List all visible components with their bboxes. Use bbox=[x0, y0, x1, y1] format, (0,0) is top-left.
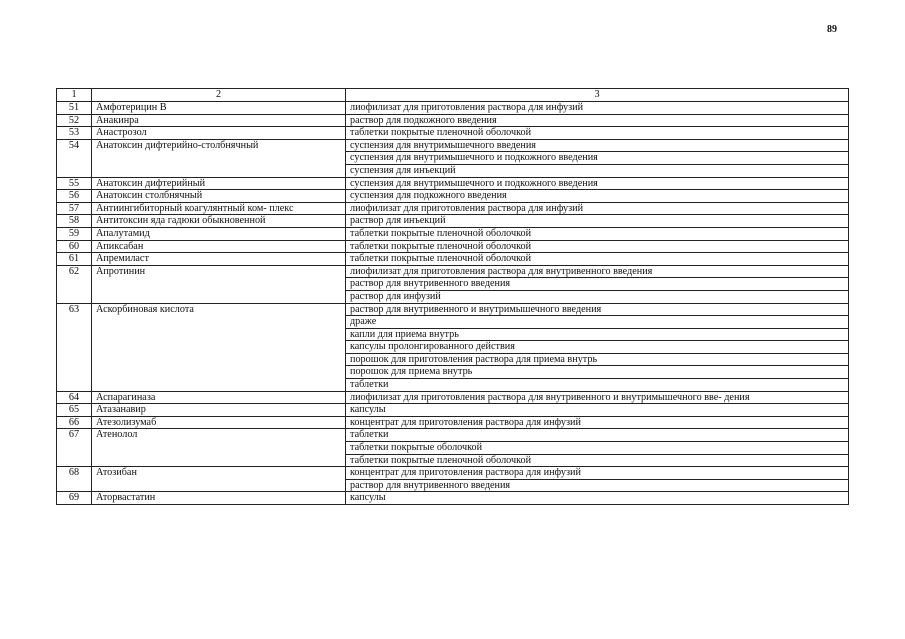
dosage-form: порошок для приема внутрь bbox=[346, 366, 849, 379]
table-row bbox=[57, 114, 849, 127]
table-row bbox=[57, 391, 849, 404]
drug-name: Атазанавир bbox=[92, 404, 346, 417]
table-row bbox=[57, 429, 849, 442]
drug-name: Апротинин bbox=[92, 265, 346, 303]
row-number: 58 bbox=[57, 215, 92, 228]
dosage-form: таблетки покрытые пленочной оболочкой bbox=[346, 454, 849, 467]
table-header-row bbox=[57, 89, 849, 102]
row-number: 62 bbox=[57, 265, 92, 303]
table-body bbox=[57, 102, 849, 505]
row-number: 55 bbox=[57, 177, 92, 190]
row-number: 65 bbox=[57, 404, 92, 417]
drug-name: Апалутамид bbox=[92, 227, 346, 240]
row-number: 67 bbox=[57, 429, 92, 467]
drug-name: Антиингибиторный коагулянтный ком- плекс bbox=[92, 202, 346, 215]
drug-name: Апиксабан bbox=[92, 240, 346, 253]
row-number: 64 bbox=[57, 391, 92, 404]
drug-name: Анатоксин дифтерийно-столбнячный bbox=[92, 139, 346, 177]
dosage-form: лиофилизат для приготовления раствора для внутривенного введения bbox=[346, 265, 849, 278]
drug-name: Анатоксин столбнячный bbox=[92, 190, 346, 203]
dosage-form: капли для приема внутрь bbox=[346, 328, 849, 341]
dosage-form: раствор для инъекций bbox=[346, 215, 849, 228]
dosage-form: таблетки покрытые пленочной оболочкой bbox=[346, 253, 849, 266]
table-row bbox=[57, 177, 849, 190]
dosage-form: капсулы пролонгированного действия bbox=[346, 341, 849, 354]
row-number: 60 bbox=[57, 240, 92, 253]
dosage-form: концентрат для приготовления раствора для инфузий bbox=[346, 467, 849, 480]
dosage-form: концентрат для приготовления раствора для инфузий bbox=[346, 416, 849, 429]
table-row bbox=[57, 215, 849, 228]
drug-name: Анатоксин дифтерийный bbox=[92, 177, 346, 190]
row-number: 56 bbox=[57, 190, 92, 203]
row-number: 54 bbox=[57, 139, 92, 177]
row-number: 63 bbox=[57, 303, 92, 391]
drug-name: Атозибан bbox=[92, 467, 346, 492]
table-row bbox=[57, 303, 849, 316]
table-row bbox=[57, 265, 849, 278]
dosage-form: лиофилизат для приготовления раствора для инфузий bbox=[346, 102, 849, 115]
row-number: 68 bbox=[57, 467, 92, 492]
dosage-form: раствор для внутривенного введения bbox=[346, 278, 849, 291]
dosage-form: суспензия для внутримышечного и подкожного введения bbox=[346, 177, 849, 190]
dosage-form: таблетки покрытые пленочной оболочкой bbox=[346, 227, 849, 240]
page-number: 89 bbox=[827, 24, 837, 35]
table-row bbox=[57, 202, 849, 215]
column-header-3: 3 bbox=[346, 89, 849, 102]
drug-name: Аспарагиназа bbox=[92, 391, 346, 404]
dosage-form: раствор для инфузий bbox=[346, 290, 849, 303]
dosage-form: таблетки покрытые пленочной оболочкой bbox=[346, 127, 849, 140]
dosage-form: таблетки bbox=[346, 379, 849, 392]
dosage-form: суспензия для внутримышечного и подкожного введения bbox=[346, 152, 849, 165]
dosage-form: порошок для приготовления раствора для приема внутрь bbox=[346, 353, 849, 366]
dosage-form: таблетки покрытые пленочной оболочкой bbox=[346, 240, 849, 253]
table-row bbox=[57, 416, 849, 429]
dosage-form: лиофилизат для приготовления раствора для инфузий bbox=[346, 202, 849, 215]
table-row bbox=[57, 139, 849, 152]
drug-name: Аторвастатин bbox=[92, 492, 346, 505]
dosage-form: раствор для внутривенного и внутримышечного введения bbox=[346, 303, 849, 316]
table-row bbox=[57, 253, 849, 266]
table-row bbox=[57, 190, 849, 203]
table-row bbox=[57, 102, 849, 115]
row-number: 51 bbox=[57, 102, 92, 115]
dosage-form: раствор для подкожного введения bbox=[346, 114, 849, 127]
table-row bbox=[57, 467, 849, 480]
dosage-form: суспензия для внутримышечного введения bbox=[346, 139, 849, 152]
drug-name: Антитоксин яда гадюки обыкновенной bbox=[92, 215, 346, 228]
row-number: 59 bbox=[57, 227, 92, 240]
column-header-2: 2 bbox=[92, 89, 346, 102]
row-number: 52 bbox=[57, 114, 92, 127]
row-number: 61 bbox=[57, 253, 92, 266]
table-row bbox=[57, 492, 849, 505]
table-row bbox=[57, 240, 849, 253]
dosage-form: таблетки bbox=[346, 429, 849, 442]
row-number: 69 bbox=[57, 492, 92, 505]
drug-name: Атезолизумаб bbox=[92, 416, 346, 429]
dosage-form: капсулы bbox=[346, 492, 849, 505]
dosage-form: суспензия для подкожного введения bbox=[346, 190, 849, 203]
drug-name: Анакинра bbox=[92, 114, 346, 127]
table-row bbox=[57, 227, 849, 240]
row-number: 66 bbox=[57, 416, 92, 429]
drug-name: Анастрозол bbox=[92, 127, 346, 140]
drug-name: Атенолол bbox=[92, 429, 346, 467]
dosage-form: раствор для внутривенного введения bbox=[346, 479, 849, 492]
drug-name: Апремиласт bbox=[92, 253, 346, 266]
row-number: 57 bbox=[57, 202, 92, 215]
dosage-form: таблетки покрытые оболочкой bbox=[346, 442, 849, 455]
table-row bbox=[57, 404, 849, 417]
table-row bbox=[57, 127, 849, 140]
drug-name: Амфотерицин В bbox=[92, 102, 346, 115]
row-number: 53 bbox=[57, 127, 92, 140]
column-header-1: 1 bbox=[57, 89, 92, 102]
dosage-form: драже bbox=[346, 316, 849, 329]
dosage-form: суспензия для инъекций bbox=[346, 164, 849, 177]
drug-name: Аскорбиновая кислота bbox=[92, 303, 346, 391]
drug-table bbox=[56, 88, 849, 505]
dosage-form: капсулы bbox=[346, 404, 849, 417]
dosage-form: лиофилизат для приготовления раствора для внутривенного и внутримышечного вве- дения bbox=[346, 391, 849, 404]
